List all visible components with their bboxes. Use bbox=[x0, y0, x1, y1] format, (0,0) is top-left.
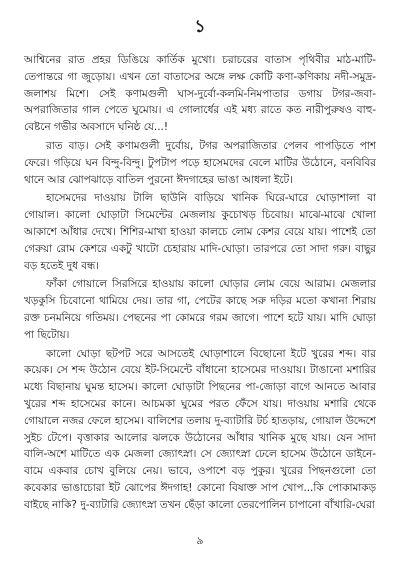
paragraph: রাত বাড়। সেই কণামগুলী দুর্বোয়, টগর অপরাজিতার পেলব পাপড়িতে পাশ ফেরে। গড়িয়ে ঘন বিন্দু-বিন্দু। টুপটাপ পড়ে হাসেমদের বেলে মাটির উঠোনে, বনবিবির থানে আর ঝোপঝাড়ে বাতিল পুরনো ঈদগাহের ভাঙা আধলা ইটে। bbox=[24, 139, 376, 186]
paragraph: হাসেমদের দাওয়ায় টালি ছাউনি বাড়িয়ে খানিক ঘিরে-ঘারে ঘোড়াশালা বা গোয়াল। কালো ঘোড়াটা সিমেন্টের মেজলায় কুচোখড় চিবোয়। মাঝে-মাঝে খোলা আকাশে আঁধার দেখে। শিশির-মাখা হাওয়া কালচে লোম কেশর বেয়ে যায়। পাশেই তো গেরুয়া রোম কেশরে একটু খাটো চেহারায় মাদি-ঘোড়া। তারপরে তো সাদা গরু। বাছুর বড় হতেই দুধ বন্ধ। bbox=[24, 192, 376, 272]
body-text bbox=[24, 52, 376, 530]
paragraph: আশ্বিনের রাত প্রহর ডিঙিয়ে কার্তিক মুখো। চরাচরের বাতাস পৃথিবীর মাঠ-মাটি-তেপান্তরে গা জুড়োয়। এখন তো বাতাসের অঙ্গে লক্ষ কোটি কণা-কণিকায় নদী-সমুদ্র-জলাশয় মিশে। সেই কণামগুলী ঘাস-দুর্বো-কলমি-নিমপাতার ডগায় টগর-জবা-অপরাজিতার গাল পেতে ঘুমোয়। এ গোলার্ধের এই মধ্য রাতে কত নারীপুরুষও বাহু-বেষ্টনে গভীর অবসাদে ঘনিষ্ঠ যে...! bbox=[24, 54, 376, 134]
paragraph: কালো ঘোড়া ছটপট সরে আসতেই ঘোড়াশালে বিছোনো ইটে খুরের শব্দ। বার কয়েক। সে শব্দ উঠোন বেয়ে ইট-সিমেন্টে বাঁধানো হাসেমের দাওয়ায়। টাঙানো মশারির মধ্যে বিছানায় ঘুমন্ত হাসেম। কালো ঘোড়াটা পিছনের পা-জোড়া বাগে আনতে আবার খুরের শব্দ হাসেমের কানে। আচমকা ঘুমের পরত ফেঁসে যায়। দাওয়ায় মশারি থেকে গোয়ালে নজর ফেলে হাসেম। বালিশের তলায় দু-ব্যাটারি টর্চ হাতড়ায়, গোয়াল উদ্দেশে সুইচ টেপে। বৃত্তাকার আলোর ঝলকে উঠোনের আঁধার খানিক মুছে যায়। যেন সাদা বালি-অশে মাটিতে এক মেজলা জ্যোৎস্না। সে জ্যোৎস্না ঢেলে হাসেম উঠোনে ডাইনে-বামে একবার চোখ বুলিয়ে নেয়। ভাবে, ওপাশে বড় পুকুর। খুরের পিছনগুলো তো কবেকার ভাঙাচোরা ইট ঝোপের ঈদগাহ! কোনো বিষাক্ত সাপ খোপ...কি পোকামাকড় বাইছে নাকি? দু-ব্যাটারি জ্যোৎস্না তখন ছেঁড়া কালো তেরপোলিন চাপানো বাঁখারি-ঘেরা bbox=[24, 347, 376, 511]
page-number: ৯ bbox=[196, 534, 204, 547]
chapter-number: ১ bbox=[194, 17, 206, 37]
paragraph: ফাঁকা গোয়ালে সিরসিরে হাওয়ায় কালো ঘোড়ার লোম বেয়ে আরাম। মেজলার খড়কুসি চিবোনো থামিয়ে দেয়। তার গা, পেটের কাছে সরু দড়ির মতো কখানা শিরায় রক্ত চনমনিয়ে গতিময়। পেছনের পা কোমরে গরম জাগে। পাশে হটে যায়। মাদি ঘোড়া পা ছিটোয়। bbox=[24, 278, 376, 341]
